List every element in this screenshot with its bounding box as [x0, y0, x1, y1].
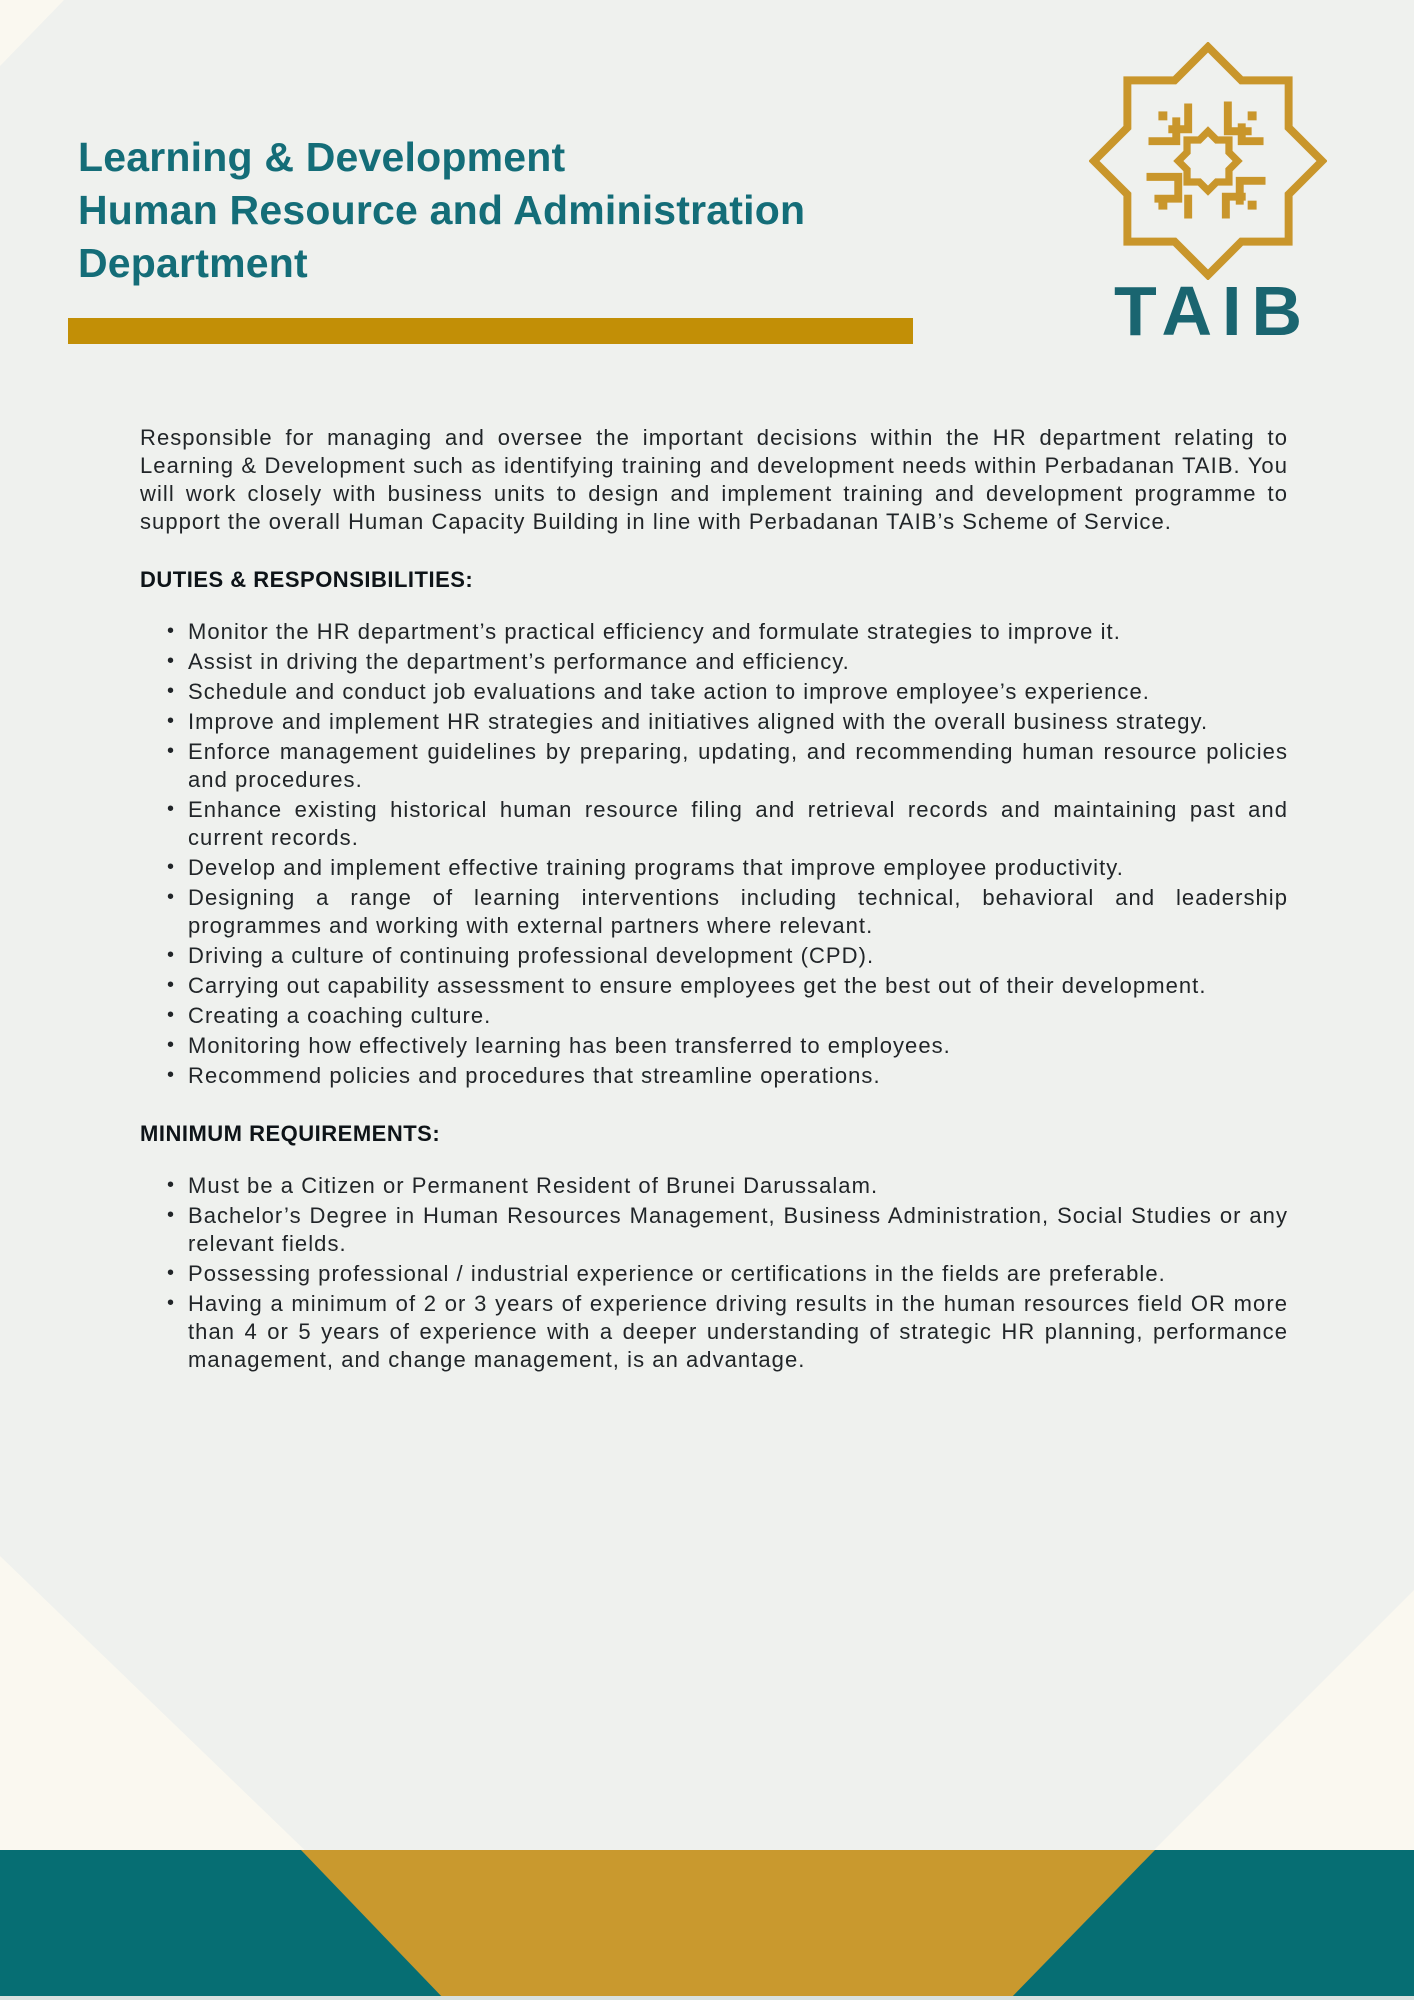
- title-line-3: Department: [78, 240, 308, 286]
- title-line-1: Learning & Development: [78, 134, 566, 180]
- list-item: • Develop and implement effective training programs that improve employee productivity.: [188, 854, 1288, 882]
- list-item: • Possessing professional / industrial experience or certifications in the fields are preferable.: [188, 1260, 1288, 1288]
- list-item: • Enforce management guidelines by preparing, updating, and recommending human resource policies and procedures.: [188, 738, 1288, 794]
- list-item: • Assist in driving the department’s performance and efficiency.: [188, 648, 1288, 676]
- list-item: • Monitoring how effectively learning has been transferred to employees.: [188, 1032, 1288, 1060]
- title-underline-bar: [68, 318, 913, 344]
- content: [140, 424, 1288, 1376]
- section-heading-duties: DUTIES & RESPONSIBILITIES:: [140, 567, 474, 592]
- title-line-2: Human Resource and Administration: [78, 187, 806, 233]
- list-item: • Enhance existing historical human resource filing and retrieval records and maintaining past and current records.: [188, 796, 1288, 852]
- page-title: [78, 131, 805, 290]
- taib-logo: [1088, 42, 1328, 350]
- requirements-list: [140, 1172, 1288, 1374]
- list-item: • Carrying out capability assessment to ensure employees get the best out of their development.: [188, 972, 1288, 1000]
- list-item: • Driving a culture of continuing professional development (CPD).: [188, 942, 1288, 970]
- intro-paragraph: Responsible for managing and oversee the important decisions within the HR department relating to Learning & Development such as identifying training and development needs within Perbadanan TAIB. You will work closely with business units to design and implement training and development programme to support the overall Human Capacity Building in line with Perbadanan TAIB’s Scheme of Service.: [140, 425, 1288, 534]
- list-item: • Bachelor’s Degree in Human Resources Management, Business Administration, Social Studies or any relevant fields.: [188, 1202, 1288, 1258]
- footer-edge-strip: [0, 1996, 1414, 2000]
- list-item: • Schedule and conduct job evaluations and take action to improve employee’s experience.: [188, 678, 1288, 706]
- list-item: • Monitor the HR department’s practical efficiency and formulate strategies to improve it.: [188, 618, 1288, 646]
- corner-accent-top-left: [0, 0, 64, 66]
- taib-wordmark: TAIB: [1113, 272, 1313, 350]
- list-item: • Creating a coaching culture.: [188, 1002, 1288, 1030]
- list-item: • Having a minimum of 2 or 3 years of experience driving results in the human resources field OR more than 4 or 5 years of experience with a deeper understanding of strategic HR planning, performance management, and change management, is an advantage.: [188, 1290, 1288, 1374]
- duties-list: [140, 618, 1288, 1090]
- list-item: • Designing a range of learning interventions including technical, behavioral and leadership programmes and working with external partners where relevant.: [188, 884, 1288, 940]
- taib-star-emblem-icon: [1089, 42, 1327, 280]
- list-item: • Must be a Citizen or Permanent Resident of Brunei Darussalam.: [188, 1172, 1288, 1200]
- list-item: • Recommend policies and procedures that streamline operations.: [188, 1062, 1288, 1090]
- section-heading-requirements: MINIMUM REQUIREMENTS:: [140, 1121, 441, 1146]
- list-item: • Improve and implement HR strategies and initiatives aligned with the overall business strategy.: [188, 708, 1288, 736]
